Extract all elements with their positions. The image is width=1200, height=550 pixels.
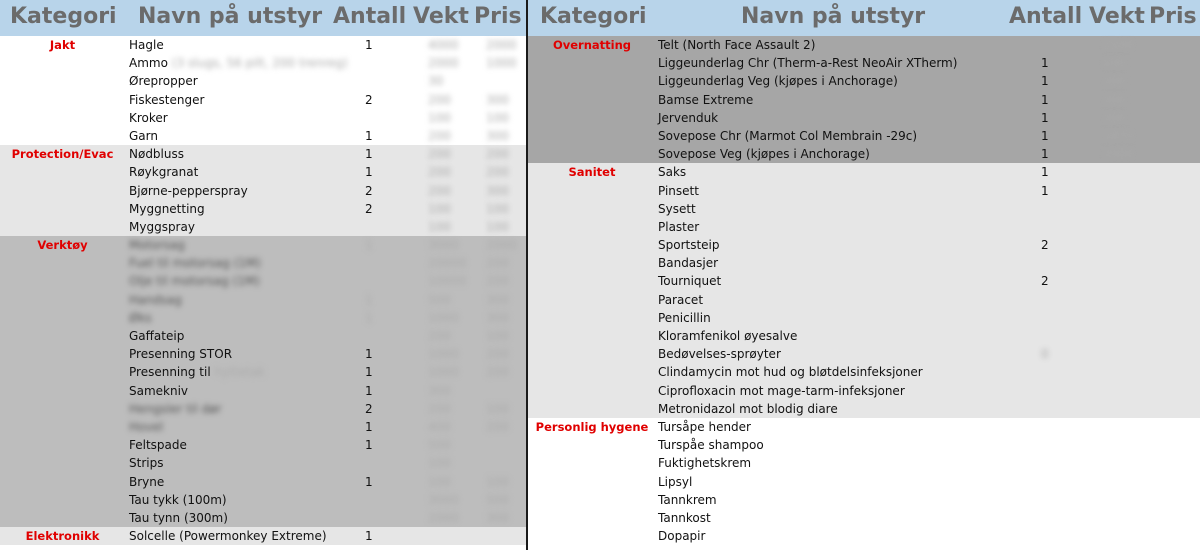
table-row — [528, 473, 1200, 491]
item-name — [658, 509, 711, 527]
item-weight-obscured: 200 — [428, 165, 451, 180]
item-name — [658, 418, 751, 436]
item-price-obscured: 300 — [486, 310, 509, 325]
table-row — [528, 454, 1200, 472]
item-quantity: 2 — [365, 201, 373, 216]
equipment-table-left — [0, 0, 526, 550]
category-label: Overnatting — [552, 38, 632, 52]
item-weight-obscured: 3000 — [428, 492, 459, 507]
table-row — [0, 309, 526, 327]
item-name — [129, 182, 248, 200]
table-header — [0, 0, 526, 36]
category-label: Verktøy — [37, 238, 88, 253]
table-row — [528, 400, 1200, 418]
item-quantity: 2 — [365, 183, 373, 198]
item-name-text: Ammo — [129, 56, 168, 71]
item-name — [658, 272, 721, 290]
table-row — [528, 109, 1200, 127]
item-quantity: 2 — [365, 401, 373, 416]
item-name — [129, 254, 261, 272]
item-name — [658, 72, 898, 90]
item-name-text: Clindamycin mot hud og bløtdelsinfeksjoner — [658, 365, 923, 380]
table-row — [0, 527, 526, 545]
item-weight-obscured: 100 — [428, 110, 451, 125]
item-name — [129, 382, 188, 400]
item-quantity-obscured: 1 — [365, 292, 373, 307]
item-quantity-obscured: 1 — [365, 238, 373, 253]
table-row — [0, 345, 526, 363]
item-name — [129, 163, 198, 181]
header-pris: Pris — [474, 4, 522, 29]
item-price-obscured: 300 — [486, 128, 509, 143]
item-quantity: 1 — [1041, 56, 1049, 71]
item-price-obscured: 300 — [486, 510, 509, 525]
item-price-obscured: 300 — [486, 292, 509, 307]
category-label: Jakt — [49, 38, 76, 52]
table-header — [528, 0, 1200, 36]
item-weight-obscured: 300 — [428, 383, 451, 398]
item-name — [658, 400, 838, 418]
category-label: Personlig hygene — [535, 419, 649, 434]
table-row — [528, 91, 1200, 109]
item-name — [129, 36, 164, 54]
header-antall: Antall — [333, 4, 407, 29]
table-row — [528, 218, 1200, 236]
item-name-text: Tursåpe hender — [658, 419, 751, 434]
item-quantity-obscured: 0 — [1041, 347, 1049, 362]
table-row — [0, 327, 526, 345]
item-weight-obscured: 1870 — [1103, 128, 1134, 143]
item-name-obscured: Hengsler til dør — [129, 401, 222, 416]
item-name-text: Feltspade — [129, 438, 187, 453]
item-name-obscured: Motorsag — [129, 238, 185, 253]
item-price-obscured: 100 — [486, 474, 509, 489]
header-vekt: Vekt — [413, 4, 469, 29]
item-quantity: 1 — [365, 365, 373, 380]
item-price-obscured: 2000 — [486, 238, 517, 253]
item-weight-obscured: 200 — [428, 92, 451, 107]
table-row — [0, 145, 526, 163]
table-row — [0, 163, 526, 181]
item-name-text: Kroker — [129, 110, 168, 125]
category-section — [0, 145, 526, 236]
item-name — [658, 218, 699, 236]
item-name — [129, 527, 327, 545]
item-weight-obscured: 10000 — [428, 274, 467, 289]
item-name-text: Sovepose Chr (Marmot Col Membrain -29c) — [658, 128, 918, 143]
table-row — [0, 91, 526, 109]
item-name — [129, 436, 187, 454]
item-name — [658, 382, 905, 400]
item-name — [129, 272, 260, 290]
item-name — [658, 145, 870, 163]
item-quantity: 1 — [365, 147, 373, 162]
item-name-text: Presenning til — [129, 365, 211, 380]
item-name — [129, 400, 221, 418]
table-row — [0, 400, 526, 418]
item-weight-obscured: 200 — [428, 329, 451, 343]
item-name-text: Hagle — [129, 38, 164, 52]
item-name — [129, 236, 185, 254]
item-name-text: Fuktighetskrem — [658, 456, 752, 471]
item-quantity-obscured: 1 — [365, 310, 373, 325]
item-name — [129, 473, 164, 491]
table-row — [0, 418, 526, 436]
item-name — [129, 72, 198, 90]
item-name — [658, 454, 751, 472]
item-name — [658, 291, 703, 309]
item-name — [658, 182, 699, 200]
item-name-text: Jervenduk — [658, 110, 719, 125]
table-row — [0, 200, 526, 218]
table-row — [0, 509, 526, 527]
item-name — [129, 91, 204, 109]
item-name — [129, 345, 232, 363]
item-weight-obscured: 200 — [428, 401, 451, 416]
item-name-text: Bandasjer — [658, 256, 719, 271]
category-section — [528, 418, 1200, 545]
table-row — [528, 418, 1200, 436]
item-name-text: Tannkrem — [658, 492, 717, 507]
item-name — [658, 345, 781, 363]
table-row — [0, 254, 526, 272]
table-row — [0, 182, 526, 200]
table-row — [528, 145, 1200, 163]
item-price-obscured: 500 — [486, 492, 509, 507]
item-name — [658, 127, 917, 145]
item-quantity: 2 — [365, 92, 373, 107]
table-row — [0, 291, 526, 309]
item-name-text: Myggnetting — [129, 201, 205, 216]
table-row — [0, 72, 526, 90]
table-row — [528, 182, 1200, 200]
item-name — [658, 254, 718, 272]
item-weight-obscured: 2100 — [1103, 38, 1134, 52]
item-price-obscured: 100 — [486, 401, 509, 416]
item-name — [129, 291, 182, 309]
item-name-text: Samekniv — [129, 383, 189, 398]
table-row — [528, 163, 1200, 181]
item-weight-obscured: 1000 — [428, 347, 459, 362]
item-weight-obscured: 4000 — [428, 38, 459, 52]
table-row — [0, 272, 526, 290]
item-name-text: Lipsyl — [658, 474, 693, 489]
item-price-obscured: 2000 — [486, 38, 517, 52]
item-name-text: Metronidazol mot blodig diare — [658, 401, 838, 416]
table-row — [528, 327, 1200, 345]
item-name-text: Plaster — [658, 219, 700, 234]
table-row — [528, 363, 1200, 381]
item-name-obscured: Olje til motorsag (1M) — [129, 274, 260, 289]
item-name — [658, 91, 753, 109]
item-name-text: Bamse Extreme — [658, 92, 754, 107]
table-row — [0, 109, 526, 127]
item-name — [658, 200, 696, 218]
item-quantity: 1 — [365, 38, 373, 52]
table-row — [528, 72, 1200, 90]
category-label: Elektronikk — [25, 529, 100, 544]
item-price-obscured: 100 — [486, 201, 509, 216]
table-body — [0, 36, 526, 545]
category-label: Sanitet — [568, 165, 616, 180]
item-weight-obscured: 430 — [1103, 56, 1126, 71]
item-name-text: Tau tynn (300m) — [129, 510, 228, 525]
header-kategori: Kategori — [540, 4, 647, 29]
item-name-text: Ciprofloxacin mot mage-tarm-infeksjoner — [658, 383, 905, 398]
table-row — [0, 54, 526, 72]
item-name — [658, 163, 686, 181]
item-weight-obscured: 300 — [1103, 110, 1126, 125]
item-name-text: Presenning STOR — [129, 347, 233, 362]
item-name — [129, 200, 205, 218]
header-antall: Antall — [1009, 4, 1083, 29]
item-price-obscured: 100 — [486, 110, 509, 125]
item-name-obscured: hyttetak — [214, 365, 266, 380]
table-row — [528, 309, 1200, 327]
item-weight-obscured: 1000 — [428, 310, 459, 325]
table-row — [528, 54, 1200, 72]
item-name — [658, 54, 957, 72]
category-section — [0, 36, 526, 145]
item-name — [129, 218, 195, 236]
item-name — [129, 418, 163, 436]
item-weight-obscured: 300 — [1103, 92, 1126, 107]
item-weight-obscured: 300 — [1103, 74, 1126, 89]
item-quantity: 1 — [1041, 147, 1049, 162]
item-name-text: Liggeunderlag Chr (Therm-a-Rest NeoAir XTherm) — [658, 56, 958, 71]
table-row — [0, 363, 526, 381]
item-name — [658, 109, 718, 127]
item-name — [658, 473, 692, 491]
header-pris: Pris — [1149, 4, 1197, 29]
item-weight-obscured: 100 — [428, 201, 451, 216]
item-quantity: 2 — [1041, 274, 1049, 289]
table-row — [528, 527, 1200, 545]
item-weight-obscured: 20000 — [428, 256, 467, 271]
item-quantity: 1 — [1041, 165, 1049, 180]
item-name-text: Nødbluss — [129, 147, 184, 162]
item-name-text: Bedøvelses-sprøyter — [658, 347, 781, 362]
item-name — [658, 327, 797, 345]
item-weight-obscured: 100 — [428, 474, 451, 489]
header-navn: Navn på utstyr — [138, 4, 323, 29]
item-quantity: 1 — [1041, 110, 1049, 125]
item-name-text: Saks — [658, 165, 687, 180]
item-name-text: Myggspray — [129, 219, 195, 234]
item-name-text: Bryne — [129, 474, 165, 489]
item-name-text: Tourniquet — [658, 274, 722, 289]
item-price-obscured: 100 — [486, 219, 509, 234]
item-quantity: 1 — [365, 529, 373, 544]
table-row — [528, 36, 1200, 54]
item-weight-obscured: 2000 — [428, 56, 459, 71]
item-name — [129, 109, 168, 127]
item-name-obscured: Hovel — [129, 419, 164, 434]
table-row — [528, 127, 1200, 145]
item-name-obscured: (3 slugs, 56 pilt, 200 trenreg) — [171, 56, 348, 71]
item-name — [129, 509, 228, 527]
item-name-text: Telt (North Face Assault 2) — [658, 38, 816, 52]
item-name-text: Paracet — [658, 292, 704, 307]
item-price-obscured: 200 — [486, 419, 509, 434]
item-quantity: 1 — [365, 165, 373, 180]
item-weight-obscured: 100 — [428, 456, 451, 471]
item-price-obscured: 200 — [486, 256, 509, 271]
table-row — [528, 382, 1200, 400]
item-weight-obscured: 200 — [428, 147, 451, 162]
table-row — [0, 236, 526, 254]
category-section — [0, 236, 526, 527]
item-name — [658, 363, 923, 381]
item-price-obscured: 300 — [486, 183, 509, 198]
item-name-text: Kloramfenikol øyesalve — [658, 329, 798, 343]
item-quantity: 2 — [1041, 238, 1049, 253]
item-name-text: Turspåe shampoo — [658, 438, 764, 453]
item-quantity: 1 — [365, 128, 373, 143]
item-name-text: Strips — [129, 456, 164, 471]
item-name — [129, 363, 265, 381]
table-row — [528, 254, 1200, 272]
item-name — [658, 436, 764, 454]
item-quantity: 1 — [365, 474, 373, 489]
item-name-text: Gaffateip — [129, 329, 185, 343]
table-row — [0, 218, 526, 236]
item-name — [658, 236, 720, 254]
table-row — [0, 127, 526, 145]
item-name — [129, 54, 348, 72]
item-name-text: Røykgranat — [129, 165, 199, 180]
item-name — [658, 36, 815, 54]
item-weight-obscured: 200 — [428, 183, 451, 198]
item-quantity: 1 — [1041, 92, 1049, 107]
item-quantity: 1 — [365, 347, 373, 362]
item-name-text: Liggeunderlag Veg (kjøpes i Anchorage) — [658, 74, 898, 89]
item-price-obscured: 200 — [486, 274, 509, 289]
item-name — [129, 127, 158, 145]
item-name — [658, 491, 717, 509]
item-name-obscured: Fuel til motorsag (1M) — [129, 256, 261, 271]
table-row — [528, 436, 1200, 454]
table-row — [528, 200, 1200, 218]
item-name-text: Pinsett — [658, 183, 699, 198]
item-price-obscured: 200 — [486, 147, 509, 162]
item-quantity: 1 — [1041, 74, 1049, 89]
item-price-obscured: 200 — [486, 165, 509, 180]
table-row — [528, 345, 1200, 363]
category-section — [0, 527, 526, 545]
item-name — [658, 527, 705, 545]
table-row — [528, 291, 1200, 309]
item-name-text: Sysett — [658, 201, 696, 216]
item-weight-obscured: 400 — [428, 419, 451, 434]
item-quantity: 1 — [1041, 128, 1049, 143]
item-name-obscured: Handsag — [129, 292, 182, 307]
item-weight-obscured: 1000 — [428, 365, 459, 380]
item-name-text: Solcelle (Powermonkey Extreme) — [129, 529, 327, 544]
header-kategori: Kategori — [10, 4, 117, 29]
table-row — [0, 473, 526, 491]
table-row — [0, 36, 526, 54]
item-weight-obscured: 100 — [428, 219, 451, 234]
item-price-obscured: 100 — [486, 329, 509, 343]
item-name-text: Sportsteip — [658, 238, 720, 253]
item-weight-obscured: 30 — [428, 74, 444, 89]
item-name — [658, 309, 711, 327]
category-section — [528, 163, 1200, 418]
item-name-text: Bjørne-pepperspray — [129, 183, 248, 198]
table-row — [0, 491, 526, 509]
item-name — [129, 327, 184, 345]
table-row — [528, 509, 1200, 527]
item-weight-obscured: 200 — [428, 128, 451, 143]
item-quantity: 1 — [365, 438, 373, 453]
item-name-text: Tau tykk (100m) — [129, 492, 227, 507]
table-row — [528, 491, 1200, 509]
item-weight-obscured: 2000 — [1103, 147, 1134, 162]
item-price-obscured: 1000 — [486, 56, 517, 71]
category-label: Protection/Evac — [11, 147, 114, 162]
item-name-text: Tannkost — [658, 510, 711, 525]
item-weight-obscured: 2000 — [428, 510, 459, 525]
item-name-text: Ørepropper — [129, 74, 198, 89]
item-quantity: 1 — [365, 419, 373, 434]
item-name — [129, 491, 227, 509]
header-vekt: Vekt — [1089, 4, 1145, 29]
item-weight-obscured: 500 — [428, 438, 451, 453]
item-name-text: Dopapir — [658, 529, 706, 544]
item-price-obscured: 200 — [486, 365, 509, 380]
item-weight-obscured: 500 — [428, 292, 451, 307]
item-quantity: 1 — [365, 383, 373, 398]
item-name — [129, 145, 184, 163]
equipment-table-right — [528, 0, 1200, 550]
table-row — [0, 382, 526, 400]
item-name — [129, 309, 152, 327]
header-navn: Navn på utstyr — [741, 4, 926, 29]
item-name-text: Penicillin — [658, 310, 711, 325]
item-weight-obscured: 3000 — [428, 238, 459, 253]
item-price-obscured: 200 — [486, 347, 509, 362]
table-row — [528, 272, 1200, 290]
category-section — [528, 36, 1200, 163]
item-price-obscured: 300 — [486, 92, 509, 107]
table-row — [0, 436, 526, 454]
item-name-text: Garn — [129, 128, 158, 143]
table-body — [528, 36, 1200, 545]
item-quantity: 1 — [1041, 183, 1049, 198]
table-row — [528, 236, 1200, 254]
item-name-text: Sovepose Veg (kjøpes i Anchorage) — [658, 147, 870, 162]
item-name-text: Fiskestenger — [129, 92, 205, 107]
item-name-obscured: Øks — [129, 310, 152, 325]
item-name — [129, 454, 163, 472]
table-row — [0, 454, 526, 472]
